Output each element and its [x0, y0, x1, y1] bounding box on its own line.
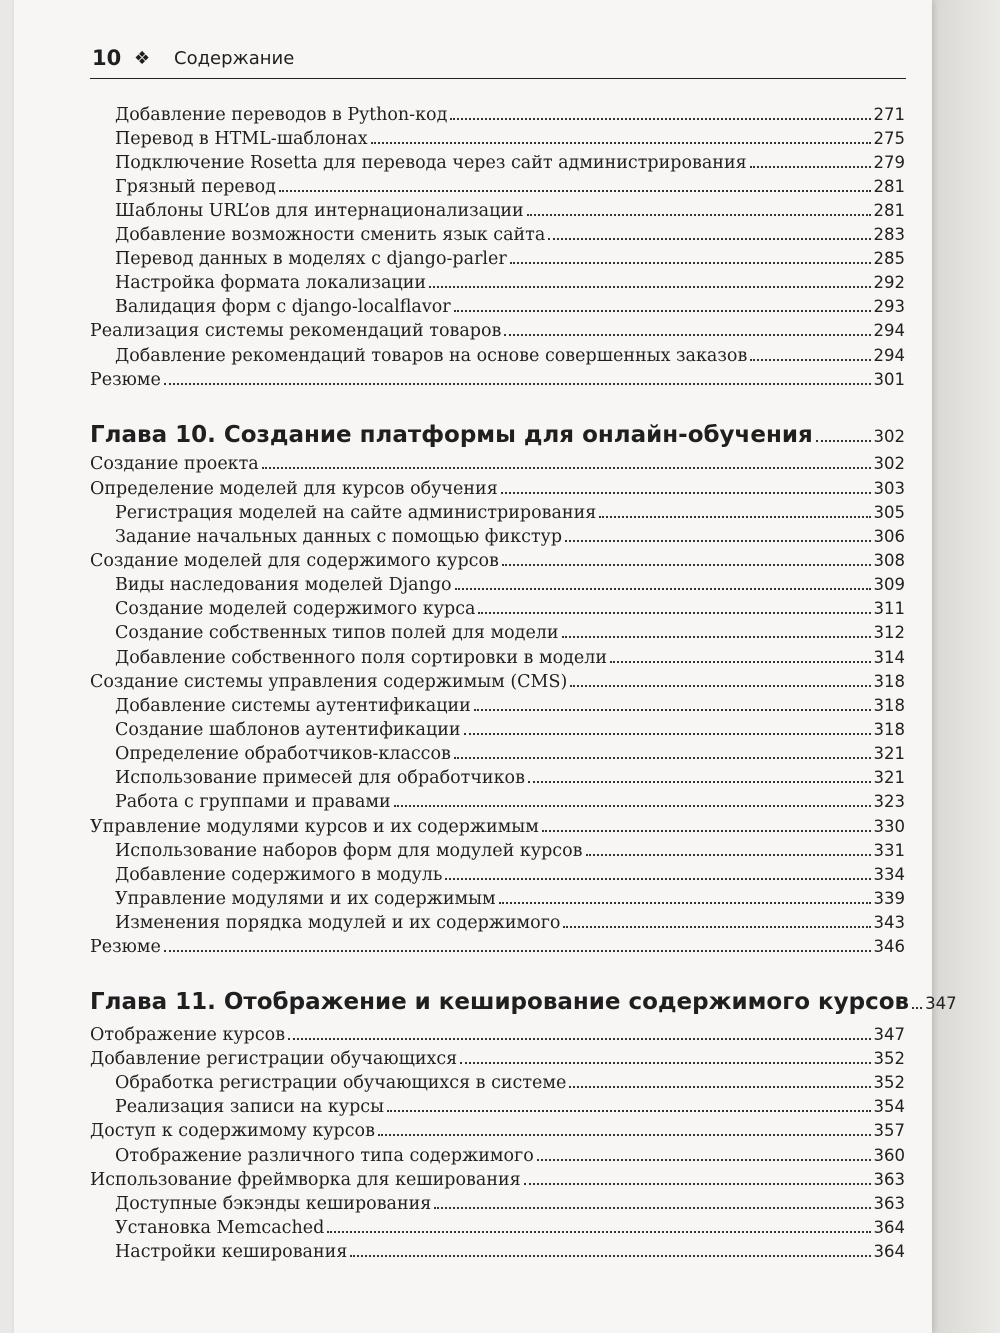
dot-leader: [164, 950, 871, 952]
toc-entry-title: Добавление системы аутентификации: [115, 696, 471, 716]
toc-entry-page: 321: [873, 768, 905, 787]
toc-entry-title: Резюме: [90, 370, 161, 390]
toc-row: [115, 199, 905, 223]
toc-row: [115, 151, 905, 175]
dot-leader: [350, 1255, 870, 1257]
dot-leader: [327, 1231, 870, 1233]
toc-entry-page: 305: [873, 503, 905, 522]
toc-row: [115, 1240, 905, 1264]
toc-chapter-row: [90, 420, 905, 452]
toc-entry-page: 309: [873, 575, 905, 594]
toc-entry-title: Глава 11. Отображение и кеширование содержимого курсов: [90, 989, 910, 1015]
toc-row: [115, 742, 905, 766]
toc-entry-page: 330: [873, 817, 905, 836]
toc-row: [90, 1168, 905, 1192]
toc-entry-page: 352: [873, 1073, 905, 1092]
toc-row: [90, 452, 905, 476]
toc-row: [115, 501, 905, 525]
toc-entry-page: 283: [873, 225, 905, 244]
toc-entry-page: 339: [873, 889, 905, 908]
toc-entry-title: Задание начальных данных с помощью фикстур: [115, 527, 563, 547]
dot-leader: [599, 516, 870, 518]
toc-row: [115, 271, 905, 295]
toc-row: [90, 549, 905, 573]
dot-leader: [434, 1207, 870, 1209]
toc-entry-page: 318: [873, 696, 905, 715]
toc-entry-title: Создание собственных типов полей для модели: [115, 623, 559, 643]
toc-entry-title: Шаблоны URL’ов для интернационализации: [115, 201, 524, 221]
toc-row: [115, 766, 905, 790]
toc-row: [115, 1071, 905, 1095]
toc-entry-title: Грязный перевод: [115, 177, 276, 197]
toc-row: [90, 815, 905, 839]
toc-row: [115, 573, 905, 597]
toc-row: [90, 319, 905, 343]
dot-leader: [524, 1183, 871, 1185]
dot-leader: [542, 830, 871, 832]
toc-row: [115, 597, 905, 621]
toc-entry-title: Создание моделей содержимого курса: [115, 599, 476, 619]
toc-entry-title: Доступ к содержимому курсов: [90, 1121, 375, 1141]
dot-leader: [912, 1007, 922, 1009]
dot-leader: [464, 733, 871, 735]
toc-row: [90, 1047, 905, 1071]
dot-leader: [429, 286, 870, 288]
toc-entry-title: Настройка формата локализации: [115, 273, 427, 293]
toc-entry-title: Виды наследования моделей Django: [115, 575, 452, 595]
toc-entry-page: 347: [925, 994, 957, 1013]
toc-entry-page: 334: [873, 865, 905, 884]
page-edge-shadow: [932, 0, 1000, 1333]
toc-row: [90, 368, 905, 392]
dot-leader: [387, 1110, 870, 1112]
toc-entry-page: 285: [873, 249, 905, 268]
toc-row: [115, 1144, 905, 1168]
dot-leader: [499, 902, 871, 904]
toc-entry-title: Использование примесей для обработчиков: [115, 768, 525, 788]
dot-leader: [563, 926, 870, 928]
toc-row: [115, 295, 905, 319]
dot-leader: [816, 440, 871, 442]
dot-leader: [527, 214, 871, 216]
page-number: 10: [92, 46, 122, 70]
dot-leader: [528, 781, 871, 783]
running-header: [90, 44, 906, 79]
toc-entry-page: 360: [873, 1146, 905, 1165]
toc-entry-page: 281: [873, 177, 905, 196]
header-title: Содержание: [174, 48, 295, 69]
toc-entry-page: 302: [873, 427, 905, 446]
toc-entry-page: 314: [873, 648, 905, 667]
toc-entry-title: Реализация записи на курсы: [115, 1097, 385, 1117]
toc-entry-title: Управление модулями и их содержимым: [115, 889, 496, 909]
dot-leader: [450, 118, 870, 120]
dot-leader: [460, 1062, 870, 1064]
toc-entry-title: Добавление регистрации обучающихся: [90, 1049, 458, 1069]
toc-entry-page: 306: [873, 527, 905, 546]
dot-leader: [371, 142, 871, 144]
toc-entry-page: 311: [873, 599, 905, 618]
dot-leader: [562, 636, 871, 638]
toc-entry-title: Доступные бэкэнды кеширования: [115, 1194, 432, 1214]
toc-entry-page: 364: [873, 1218, 905, 1237]
toc-entry-page: 294: [873, 321, 905, 340]
toc-row: [115, 863, 905, 887]
toc-row: [90, 670, 905, 694]
toc-entry-title: Обработка регистрации обучающихся в системе: [115, 1073, 567, 1093]
toc-entry-page: 271: [873, 105, 905, 124]
toc-entry-page: 357: [873, 1121, 905, 1140]
dot-leader: [454, 757, 871, 759]
toc-row: [115, 525, 905, 549]
toc-row: [115, 1095, 905, 1119]
toc-entry-title: Создание моделей для содержимого курсов: [90, 551, 499, 571]
toc-entry-title: Валидация форм с django-localflavor: [115, 297, 451, 317]
toc-entry-title: Изменения порядка модулей и их содержимого: [115, 913, 561, 933]
toc-row: [90, 935, 905, 959]
toc-entry-page: 302: [873, 454, 905, 473]
dot-leader: [474, 709, 871, 711]
dot-leader: [394, 805, 871, 807]
toc-row: [115, 344, 905, 368]
toc-entry-page: 354: [873, 1097, 905, 1116]
toc-entry-title: Глава 10. Создание платформы для онлайн-обучения: [90, 422, 813, 448]
toc-entry-title: Добавление возможности сменить язык сайта: [115, 225, 546, 245]
toc-entry-title: Использование фреймворка для кеширования: [90, 1170, 521, 1190]
toc-entry-page: 318: [873, 672, 905, 691]
dot-leader: [750, 166, 871, 168]
toc-row: [115, 127, 905, 151]
toc-entry-title: Использование наборов форм для модулей курсов: [115, 841, 583, 861]
dot-leader: [504, 334, 870, 336]
dot-leader: [288, 1038, 870, 1040]
toc-entry-page: 364: [873, 1242, 905, 1261]
toc-entry-title: Перевод данных в моделях с django-parler: [115, 249, 507, 269]
toc-entry-title: Создание проекта: [90, 454, 259, 474]
toc-row: [115, 694, 905, 718]
toc-entry-title: Отображение курсов: [90, 1025, 286, 1045]
toc-entry-title: Установка Memcached: [115, 1218, 325, 1238]
dot-leader: [279, 190, 871, 192]
toc-entry-title: Определение обработчиков-классов: [115, 744, 451, 764]
dot-leader: [610, 661, 870, 663]
dot-leader: [502, 564, 871, 566]
toc-entry-title: Добавление содержимого в модуль: [115, 865, 443, 885]
toc-entry-title: Создание шаблонов аутентификации: [115, 720, 461, 740]
toc-entry-title: Перевод в HTML-шаблонах: [115, 129, 368, 149]
toc-entry-page: 275: [873, 129, 905, 148]
dot-leader: [454, 310, 871, 312]
diamond-ornament-icon: ❖: [134, 48, 151, 69]
toc-entry-page: 301: [873, 370, 905, 389]
toc-entry-title: Резюме: [90, 937, 161, 957]
toc-row: [115, 223, 905, 247]
toc-entry-title: Определение моделей для курсов обучения: [90, 479, 498, 499]
toc-entry-page: 308: [873, 551, 905, 570]
toc-entry-page: 279: [873, 153, 905, 172]
toc-row: [115, 1192, 905, 1216]
toc-entry-page: 292: [873, 273, 905, 292]
toc-entry-title: Реализация системы рекомендаций товаров: [90, 321, 502, 341]
toc-row: [115, 175, 905, 199]
toc-row: [90, 477, 905, 501]
toc-entry-title: Регистрация моделей на сайте администрирования: [115, 503, 597, 523]
toc-entry-title: Добавление рекомендаций товаров на основе совершенных заказов: [115, 346, 748, 366]
toc-row: [115, 103, 905, 127]
dot-leader: [537, 1159, 871, 1161]
toc-entry-page: 294: [873, 346, 905, 365]
toc-row: [115, 718, 905, 742]
toc-row: [115, 621, 905, 645]
dot-leader: [478, 612, 870, 614]
toc-entry-title: Настройки кеширования: [115, 1242, 348, 1262]
dot-leader: [569, 1086, 870, 1088]
toc-entry-title: Отображение различного типа содержимого: [115, 1146, 534, 1166]
toc-row: [115, 1216, 905, 1240]
toc-entry-page: 321: [873, 744, 905, 763]
toc-entry-page: 347: [873, 1025, 905, 1044]
dot-leader: [570, 685, 870, 687]
toc-entry-page: 318: [873, 720, 905, 739]
toc-entry-title: Управление модулями курсов и их содержимым: [90, 817, 539, 837]
toc-entry-title: Подключение Rosetta для перевода через сайт администрирования: [115, 153, 747, 173]
dot-leader: [455, 588, 871, 590]
dot-leader: [586, 854, 871, 856]
toc-entry-title: Добавление переводов в Python-код: [115, 105, 448, 125]
toc-entry-title: Работа с группами и правами: [115, 792, 391, 812]
toc-entry-page: 363: [873, 1170, 905, 1189]
toc-row: [115, 887, 905, 911]
toc-entry-title: Добавление собственного поля сортировки в модели: [115, 648, 608, 668]
dot-leader: [565, 540, 870, 542]
dot-leader: [378, 1134, 871, 1136]
toc-entry-page: 312: [873, 623, 905, 642]
dot-leader: [501, 492, 871, 494]
toc-entry-page: 303: [873, 479, 905, 498]
toc-chapter-row: [90, 987, 957, 1019]
toc-entry-page: 323: [873, 792, 905, 811]
toc-row: [115, 646, 905, 670]
dot-leader: [164, 383, 871, 385]
toc-entry-page: 331: [873, 841, 905, 860]
toc-row: [115, 911, 905, 935]
toc-row: [90, 1023, 905, 1047]
toc-row: [115, 247, 905, 271]
dot-leader: [750, 359, 870, 361]
toc-entry-page: 352: [873, 1049, 905, 1068]
toc-entry-page: 281: [873, 201, 905, 220]
toc-entry-page: 343: [873, 913, 905, 932]
dot-leader: [262, 467, 871, 469]
toc-row: [90, 1119, 905, 1143]
dot-leader: [548, 238, 870, 240]
dot-leader: [510, 262, 871, 264]
toc-row: [115, 839, 905, 863]
toc-entry-page: 293: [873, 297, 905, 316]
toc-entry-page: 346: [873, 937, 905, 956]
dot-leader: [445, 878, 870, 880]
toc-entry-title: Создание системы управления содержимым (CMS): [90, 672, 568, 692]
toc-entry-page: 363: [873, 1194, 905, 1213]
toc-row: [115, 790, 905, 814]
